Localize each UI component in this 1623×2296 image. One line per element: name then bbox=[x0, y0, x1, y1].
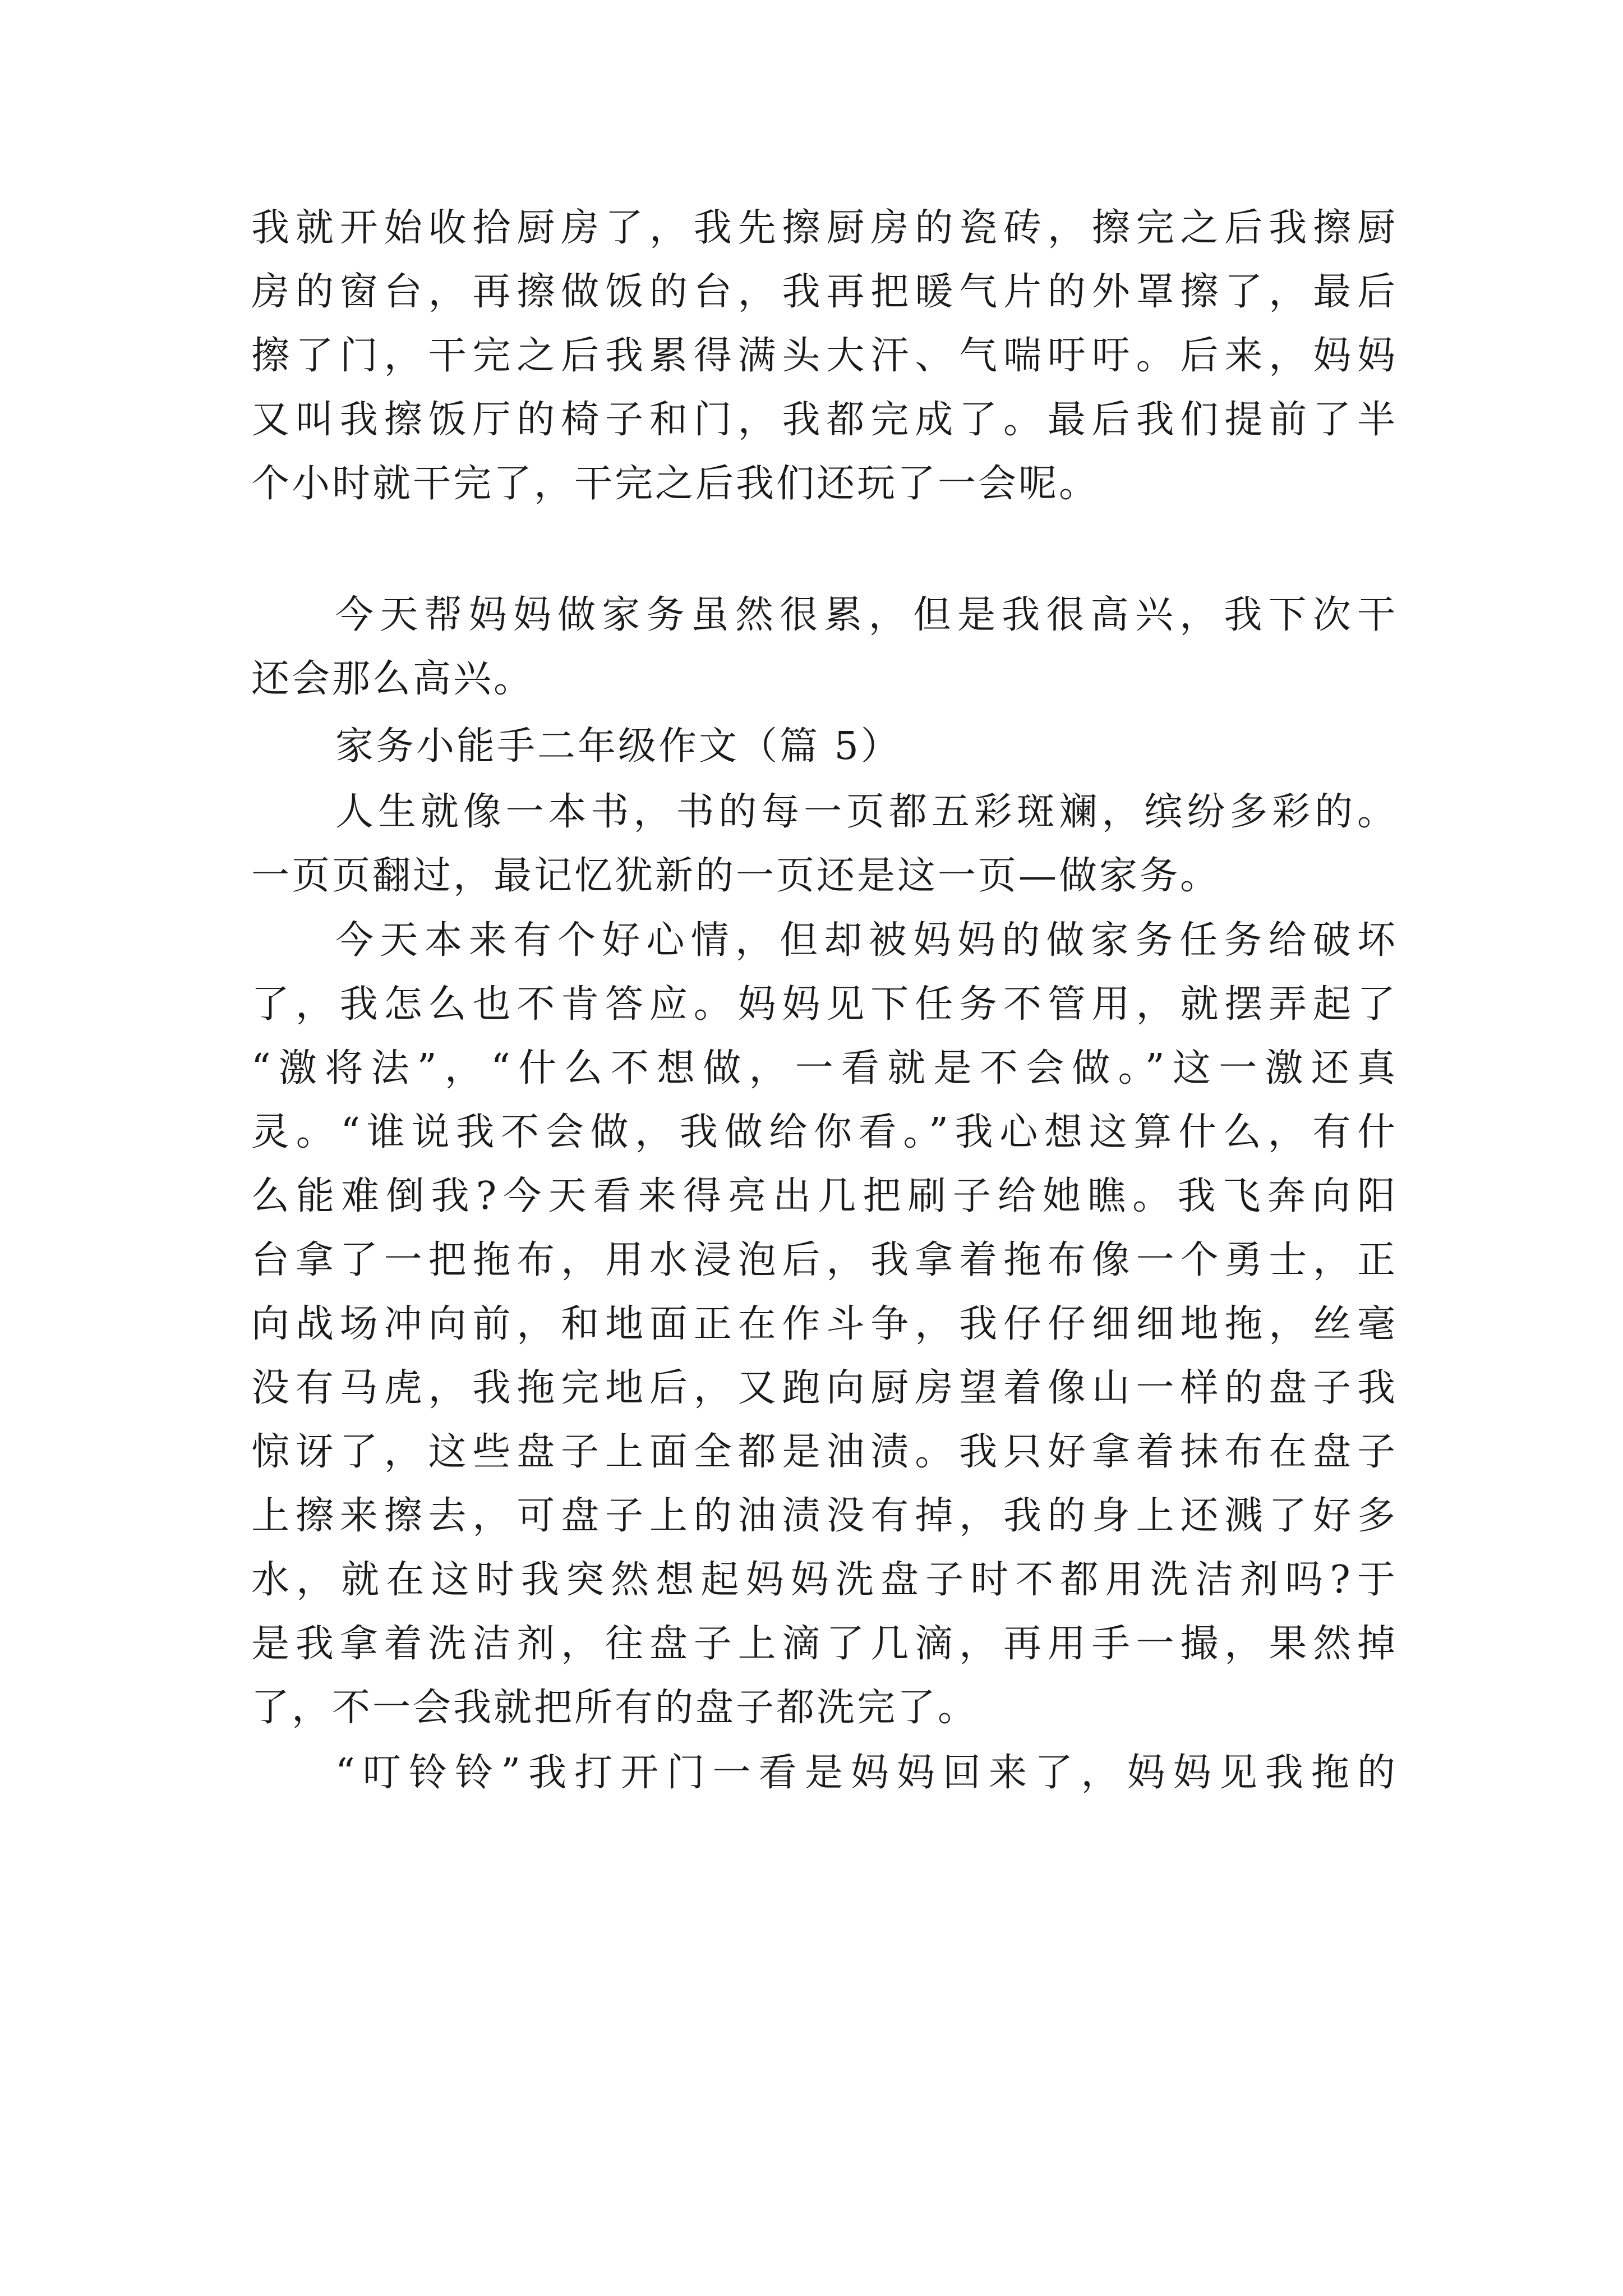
paragraph-line: 擦了门，干完之后我累得满头大汗、气喘吁吁。后来，妈妈 bbox=[251, 334, 1395, 378]
paragraph-line: 人生就像一本书，书的每一页都五彩斑斓，缤纷多彩的。 bbox=[335, 790, 1395, 834]
paragraph-line: 水，就在这时我突然想起妈妈洗盘子时不都用洗洁剂吗?于 bbox=[251, 1558, 1395, 1602]
paragraph-line: 个小时就干完了，干完之后我们还玩了一会呢。 bbox=[251, 462, 1100, 506]
paragraph-line: 台拿了一把拖布，用水浸泡后，我拿着拖布像一个勇士，正 bbox=[251, 1238, 1395, 1282]
paragraph-line: 灵。“谁说我不会做，我做给你看。”我心想这算什么，有什 bbox=[251, 1110, 1395, 1154]
paragraph-line: 房的窗台，再擦做饭的台，我再把暖气片的外罩擦了，最后 bbox=[251, 270, 1395, 314]
paragraph-line: 是我拿着洗洁剂，往盘子上滴了几滴，再用手一撮，果然掉 bbox=[251, 1622, 1395, 1666]
paragraph-line: “叮铃铃”我打开门一看是妈妈回来了，妈妈见我拖的 bbox=[335, 1751, 1395, 1795]
paragraph-line: “激将法”，“什么不想做，一看就是不会做。”这一激还真 bbox=[251, 1046, 1395, 1091]
paragraph-line: 惊讶了，这些盘子上面全都是油渍。我只好拿着抹布在盘子 bbox=[251, 1430, 1395, 1474]
paragraph-line: 今天本来有个好心情，但却被妈妈的做家务任务给破坏 bbox=[335, 918, 1395, 963]
paragraph-line: 一页页翻过，最记忆犹新的一页还是这一页—做家务。 bbox=[251, 854, 1221, 898]
paragraph-line: 了，我怎么也不肯答应。妈妈见下任务不管用，就摆弄起了 bbox=[251, 982, 1395, 1027]
section-heading: 家务小能手二年级作文（篇 5） bbox=[335, 724, 901, 769]
paragraph-line: 我就开始收拾厨房了，我先擦厨房的瓷砖，擦完之后我擦厨 bbox=[251, 206, 1395, 250]
paragraph-line: 么能难倒我?今天看来得亮出几把刷子给她瞧。我飞奔向阳 bbox=[251, 1174, 1395, 1218]
paragraph-line: 上擦来擦去，可盘子上的油渍没有掉，我的身上还溅了好多 bbox=[251, 1494, 1395, 1538]
paragraph-line: 了，不一会我就把所有的盘子都洗完了。 bbox=[251, 1686, 979, 1730]
paragraph-line: 还会那么高兴。 bbox=[251, 657, 534, 701]
paragraph-line: 今天帮妈妈做家务虽然很累，但是我很高兴，我下次干 bbox=[335, 593, 1395, 637]
paragraph-line: 向战场冲向前，和地面正在作斗争，我仔仔细细地拖，丝毫 bbox=[251, 1302, 1395, 1346]
paragraph-line: 没有马虎，我拖完地后，又跑向厨房望着像山一样的盘子我 bbox=[251, 1366, 1395, 1410]
paragraph-line: 又叫我擦饭厅的椅子和门，我都完成了。最后我们提前了半 bbox=[251, 398, 1395, 442]
